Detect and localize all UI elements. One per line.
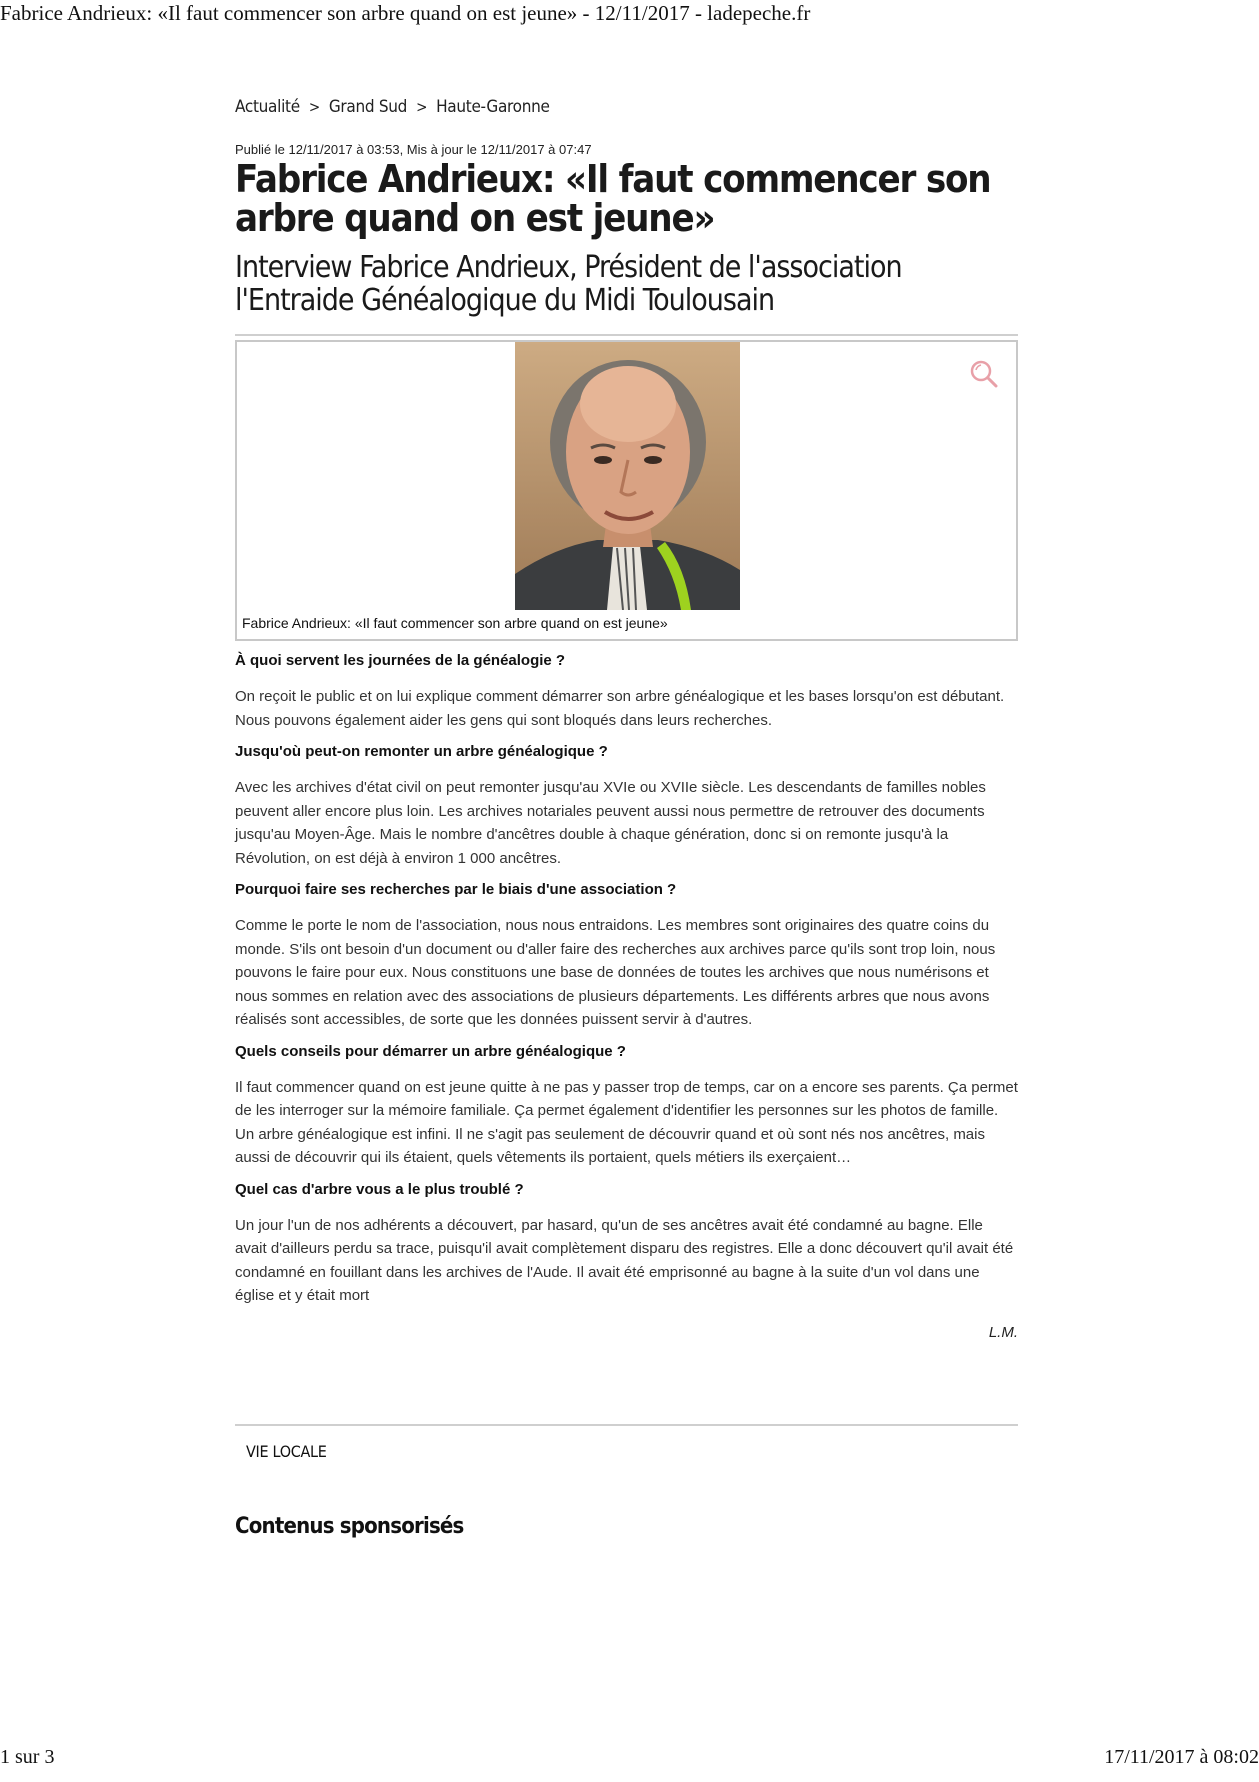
divider bbox=[235, 334, 1018, 336]
portrait-illustration bbox=[515, 342, 740, 610]
zoom-icon[interactable] bbox=[968, 358, 1000, 390]
print-timestamp: 17/11/2017 à 08:02 bbox=[1104, 1746, 1259, 1768]
figure-caption: Fabrice Andrieux: «Il faut commencer son arbre quand on est jeune» bbox=[242, 615, 668, 631]
breadcrumb-separator: > bbox=[416, 98, 428, 116]
article-figure bbox=[235, 340, 1018, 641]
interview-question: À quoi servent les journées de la généalogie ? bbox=[235, 652, 566, 669]
interview-answer: Comme le porte le nom de l'association, nous nous entraidons. Les membres sont originaires des quatre coins du monde. S'ils ont besoin d'un document ou d'aller faire des recherches aux archives parce qu'ils sont trop loin, nous pouvons le faire pour eux. Nous constituons une base de données de toutes les archives que nous numérisons et nous sommes en relation avec des associations de plusieurs départements. Les différents arbres que nous avons réalisés sont accessibles, de sorte que les données puissent servir à d'autres. bbox=[235, 917, 996, 1028]
print-page-title: Fabrice Andrieux: «Il faut commencer son arbre quand on est jeune» - 12/11/2017 - ladepeche.fr bbox=[0, 1, 811, 25]
publication-date: Publié le 12/11/2017 à 03:53, Mis à jour le 12/11/2017 à 07:47 bbox=[235, 142, 592, 157]
breadcrumb-item-grand-sud[interactable]: Grand Sud bbox=[328, 97, 408, 117]
interview-question: Quels conseils pour démarrer un arbre généalogique ? bbox=[235, 1042, 626, 1060]
interview-answer: On reçoit le public et on lui explique comment démarrer son arbre généalogique et les bases lorsqu'on est débutant. Nous pouvons également aider les gens qui sont bloqués dans leurs recherches. bbox=[235, 688, 1005, 729]
portrait-photo[interactable] bbox=[515, 342, 740, 610]
divider bbox=[235, 1424, 1018, 1426]
breadcrumb-item-actualite[interactable]: Actualité bbox=[235, 97, 300, 117]
article-body bbox=[235, 652, 1018, 1341]
print-page-number: 1 sur 3 bbox=[0, 1746, 55, 1768]
interview-question: Jusqu'où peut-on remonter un arbre généalogique ? bbox=[235, 743, 608, 760]
breadcrumb bbox=[235, 97, 550, 117]
article-subheadline: Interview Fabrice Andrieux, Président de l'association l'Entraide Généalogique du Midi Toulousain bbox=[235, 250, 902, 318]
sponsored-content-heading: Contenus sponsorisés bbox=[235, 1514, 464, 1539]
author-signature: L.M. bbox=[988, 1323, 1018, 1341]
breadcrumb-separator: > bbox=[308, 98, 320, 116]
interview-answer: Avec les archives d'état civil on peut remonter jusqu'au XVIe ou XVIIe siècle. Les descendants de familles nobles peuvent aller encore plus loin. Les archives notariales peuvent aussi nous permettre de retrouver des documents jusqu'au Moyen-Âge. Mais le nombre d'ancêtres double à chaque génération, donc si on remonte jusqu'à la Révolution, on est déjà à environ 1 000 ancêtres. bbox=[235, 779, 986, 867]
tag-vie-locale[interactable]: VIE LOCALE bbox=[246, 1442, 327, 1461]
article-headline: Fabrice Andrieux: «Il faut commencer son arbre quand on est jeune» bbox=[235, 157, 991, 240]
interview-question: Pourquoi faire ses recherches par le biais d'une association ? bbox=[235, 881, 677, 898]
breadcrumb-item-haute-garonne[interactable]: Haute-Garonne bbox=[436, 97, 550, 117]
interview-answer: Un jour l'un de nos adhérents a découvert, par hasard, qu'un de ses ancêtres avait été condamné au bagne. Elle avait d'ailleurs perdu sa trace, puisqu'il avait complètement disparu des registres. Elle a donc découvert qu'il avait été condamné en fouillant dans les archives de l'Aude. Il avait été emprisonné au bagne à la suite d'un vol dans une église et y était mort bbox=[235, 1216, 1014, 1304]
interview-question: Quel cas d'arbre vous a le plus troublé ? bbox=[235, 1180, 524, 1198]
interview-answer: Il faut commencer quand on est jeune quitte à ne pas y passer trop de temps, car on a encore ses parents. Ça permet de les interroger sur la mémoire familiale. Ça permet également d'identifier les personnes sur les photos de famille. Un arbre généalogique est infini. Il ne s'agit pas seulement de découvrir quand et où sont nés nos ancêtres, mais aussi de découvrir qui ils étaient, quels vêtements ils portaient, quels métiers ils exerçaient… bbox=[235, 1078, 1018, 1166]
